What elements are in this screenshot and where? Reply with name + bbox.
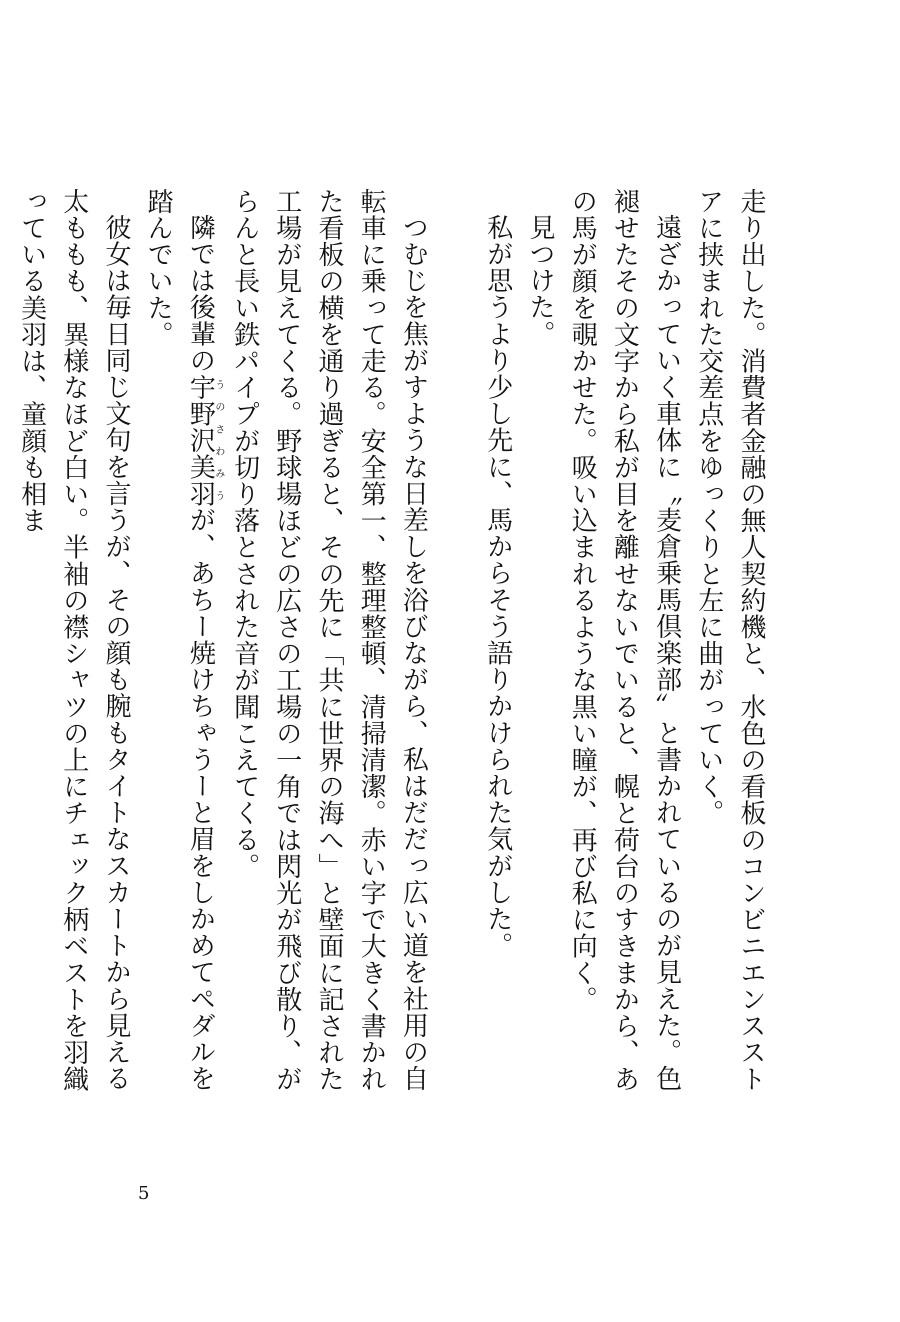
- name-ruby-reading: うのさわみう: [212, 373, 224, 507]
- paragraph-1: 走り出した。消費者金融の無人契約機と、水色の看板のコンビニエンスストアに挟まれた交差点をゆっくりと左に曲がっていく。: [693, 188, 766, 1093]
- paragraph-2: 遠ざかっていく車体に〝麦倉乗馬倶楽部〟と書かれているのが見えた。色褪せたその文字から私が目を離せないでいると、幌と荷台のすきまから、あの馬が顔を覗かせた。吸い込まれるような黒い瞳が、再び私に向く。: [567, 188, 682, 1093]
- name-ruby: [185, 373, 224, 507]
- paragraph-5: つむじを焦がすような日差しを浴びながら、私はだだっ広い道を社用の自転車に乗って走る。安全第一、整理整頓、清掃清潔。赤い字で大きく書かれた看板の横を通り過ぎると、その先に「共に世界の海へ」と壁面に記された工場が見えてくる。野球場ほどの広さの工場の一角では閃光が飛び散り、がらんと長い鉄パイプが切り落とされた音が聞こえてくる。: [229, 188, 429, 1093]
- section-break: [434, 188, 476, 214]
- name-ruby-base: 宇野沢美羽: [185, 373, 216, 507]
- paragraph-7: 彼女は毎日同じ文句を言うが、その顔も腕もタイトなスカートから見える太ももも、異様なほど白い。半袖の襟シャツの上にチェック柄ベストを羽織っている美羽は、童顔も相ま: [16, 188, 131, 1093]
- paragraph-3: 見つけた。: [524, 214, 555, 347]
- paragraph-6-before: 隣では後輩の: [185, 214, 216, 374]
- paragraph-6: [137, 188, 223, 1118]
- vertical-text-block: [16, 188, 772, 1118]
- page-number: 5: [138, 1183, 150, 1204]
- paragraph-4: 私が思うより少し先に、馬からそう語りかけられた気がした。: [482, 214, 513, 959]
- paragraph-6-after: が、あちー焼けちゃうーと眉をしかめてペダルを踏んでいた。: [143, 188, 216, 1092]
